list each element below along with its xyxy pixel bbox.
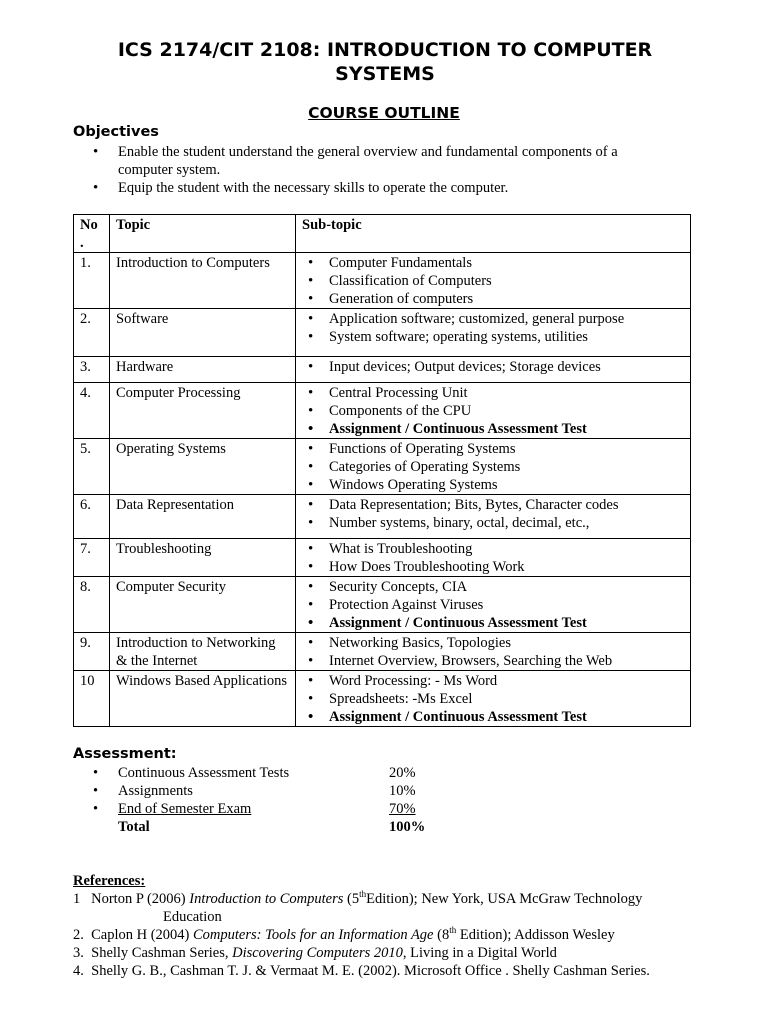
row-subtopics	[296, 253, 691, 309]
row-topic: Introduction to Networking & the Internet	[110, 633, 296, 671]
row-number: 4.	[74, 383, 110, 439]
row-subtopics	[296, 439, 691, 495]
table-row	[74, 383, 691, 439]
table-row	[74, 357, 691, 383]
subtopic-item: • System software; operating systems, utilities	[302, 328, 684, 346]
header-no: No .	[74, 215, 110, 253]
superscript: th	[359, 889, 367, 900]
row-topic: Data Representation	[110, 495, 296, 539]
subtopic-item: • Spreadsheets: -Ms Excel	[302, 690, 684, 708]
bullet: •	[93, 801, 99, 817]
row-subtopics	[296, 309, 691, 357]
row-topic: Hardware	[110, 357, 296, 383]
reference-number: 3.	[73, 945, 92, 961]
objective-item: • Enable the student understand the general overview and fundamental components of a computer system.	[73, 143, 673, 179]
table-row	[74, 309, 691, 357]
assessment-row	[73, 800, 493, 818]
subtopic-item: • Protection Against Viruses	[302, 596, 684, 614]
assessment-list	[73, 764, 493, 836]
row-topic: Computer Processing	[110, 383, 296, 439]
subtopic-item: • Central Processing Unit	[302, 384, 684, 402]
row-topic: Troubleshooting	[110, 539, 296, 577]
header-subtopic: Sub-topic	[296, 215, 691, 253]
title-line-1: ICS 2174/CIT 2108: INTRODUCTION TO COMPUTER	[117, 39, 653, 61]
assessment-label: Assignments	[118, 783, 193, 799]
table-row	[74, 495, 691, 539]
row-subtopics	[296, 495, 691, 539]
subtopic-list	[302, 358, 684, 376]
reference-item: 1 Norton P (2006) Introduction to Computers (5thEdition); New York, USA McGraw Technology Education	[73, 890, 713, 926]
table-row	[74, 539, 691, 577]
row-topic: Introduction to Computers	[110, 253, 296, 309]
row-number: 10	[74, 671, 110, 727]
subtopic-item: • Classification of Computers	[302, 272, 684, 290]
reference-title: Computers: Tools for an Information Age	[193, 927, 434, 943]
row-subtopics	[296, 539, 691, 577]
assessment-label: Continuous Assessment Tests	[118, 765, 290, 781]
title-line-2: SYSTEMS	[335, 63, 435, 85]
subtopic-item: • Assignment / Continuous Assessment Test	[302, 708, 684, 726]
assessment-percent: 20%	[389, 765, 416, 781]
table-row	[74, 253, 691, 309]
subtopic-item: • Assignment / Continuous Assessment Test	[302, 420, 684, 438]
subtopic-list	[302, 634, 684, 670]
subtopic-item: • Internet Overview, Browsers, Searching the Web	[302, 652, 684, 670]
objectives-heading: Objectives	[73, 124, 159, 140]
bullet: •	[93, 765, 99, 781]
total-percent: 100%	[389, 819, 426, 835]
reference-title: Introduction to Computers	[189, 891, 344, 907]
subtopic-list	[302, 540, 684, 576]
subtopic-list	[302, 384, 684, 438]
document-title	[70, 38, 700, 86]
row-number: 6.	[74, 495, 110, 539]
reference-item: 2. Caplon H (2004) Computers: Tools for an Information Age (8th Edition); Addisson Wesley	[73, 925, 615, 943]
row-topic: Computer Security	[110, 577, 296, 633]
reference-number: 2.	[73, 927, 92, 943]
reference-number: 1	[73, 891, 92, 907]
row-subtopics	[296, 671, 691, 727]
subtopic-item: • Application software; customized, general purpose	[302, 310, 684, 328]
subtopic-item: • Categories of Operating Systems	[302, 458, 684, 476]
superscript: th	[449, 925, 457, 936]
subtopic-list	[302, 440, 684, 494]
table-row	[74, 577, 691, 633]
subtopic-item: • How Does Troubleshooting Work	[302, 558, 684, 576]
objectives-list	[73, 143, 673, 197]
objective-item: • Equip the student with the necessary skills to operate the computer.	[73, 179, 673, 197]
subtopic-item: • Data Representation; Bits, Bytes, Character codes	[302, 496, 684, 514]
subtopic-item: • Networking Basics, Topologies	[302, 634, 684, 652]
reference-item: 4. Shelly G. B., Cashman T. J. & Vermaat M. E. (2002). Microsoft Office . Shelly Cashman Series.	[73, 963, 650, 979]
table-row	[74, 633, 691, 671]
subtopic-item: • Generation of computers	[302, 290, 684, 308]
subtopic-item: • Number systems, binary, octal, decimal, etc.,	[302, 514, 684, 532]
references-heading: References:	[73, 873, 146, 889]
subtopic-item: • Input devices; Output devices; Storage devices	[302, 358, 684, 376]
reference-number: 4.	[73, 963, 92, 979]
references-list	[73, 890, 713, 980]
assessment-heading: Assessment:	[73, 746, 177, 762]
total-label: Total	[118, 819, 150, 835]
row-topic: Windows Based Applications	[110, 671, 296, 727]
row-subtopics	[296, 633, 691, 671]
course-outline-table	[73, 214, 691, 727]
subtopic-list	[302, 254, 684, 308]
row-subtopics	[296, 357, 691, 383]
row-number: 1.	[74, 253, 110, 309]
row-number: 2.	[74, 309, 110, 357]
row-number: 5.	[74, 439, 110, 495]
row-number: 9.	[74, 633, 110, 671]
table-header-row	[74, 215, 691, 253]
table-row	[74, 671, 691, 727]
row-number: 7.	[74, 539, 110, 577]
subtopic-list	[302, 496, 684, 532]
table-row	[74, 439, 691, 495]
row-number: 8.	[74, 577, 110, 633]
reference-title: Discovering Computers 2010	[232, 945, 403, 961]
assessment-row	[73, 764, 493, 782]
subtopic-list	[302, 578, 684, 632]
assessment-percent: 70%	[389, 801, 416, 817]
row-topic: Software	[110, 309, 296, 357]
bullet: •	[93, 783, 99, 799]
row-number: 3.	[74, 357, 110, 383]
row-subtopics	[296, 383, 691, 439]
subtopic-item: • Word Processing: - Ms Word	[302, 672, 684, 690]
assessment-label: End of Semester Exam	[118, 801, 252, 817]
subtopic-item: • What is Troubleshooting	[302, 540, 684, 558]
assessment-percent: 10%	[389, 783, 416, 799]
subtopic-item: • Assignment / Continuous Assessment Test	[302, 614, 684, 632]
subtopic-item: • Windows Operating Systems	[302, 476, 684, 494]
reference-continuation: Education	[163, 909, 222, 925]
references-section	[73, 872, 713, 980]
subtopic-list	[302, 672, 684, 726]
subtopic-item: • Functions of Operating Systems	[302, 440, 684, 458]
course-outline-heading: COURSE OUTLINE	[308, 104, 460, 122]
header-topic: Topic	[110, 215, 296, 253]
reference-item: 3. Shelly Cashman Series, Discovering Computers 2010, Living in a Digital World	[73, 945, 557, 961]
assessment-row	[73, 782, 493, 800]
subtopic-item: • Computer Fundamentals	[302, 254, 684, 272]
row-topic: Operating Systems	[110, 439, 296, 495]
subtopic-list	[302, 310, 684, 346]
assessment-total-row	[73, 818, 493, 836]
table-body	[74, 253, 691, 727]
subtopic-item: • Components of the CPU	[302, 402, 684, 420]
row-subtopics	[296, 577, 691, 633]
subtopic-item: • Security Concepts, CIA	[302, 578, 684, 596]
